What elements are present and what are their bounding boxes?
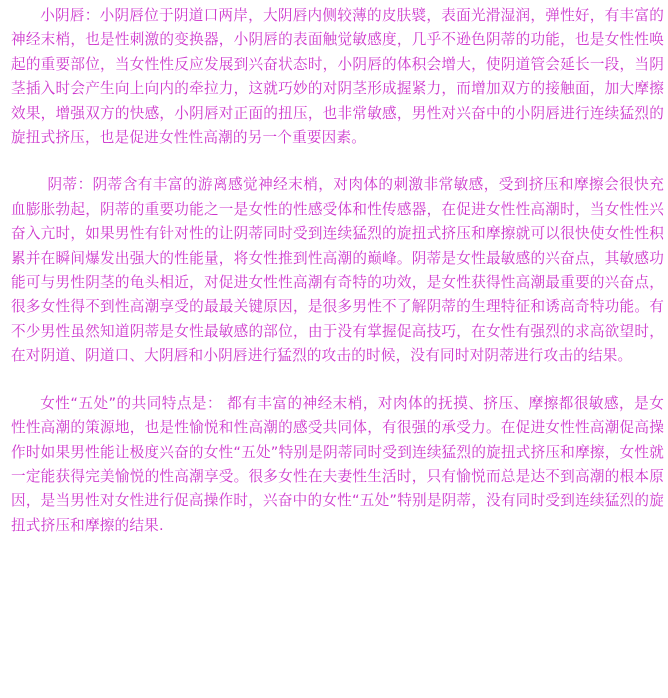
- paragraph-labia-minora: 小阴唇：小阴唇位于阴道口两岸，大阴唇内侧较薄的皮肤襞，表面光滑湿润，弹性好，有丰富的神经末梢，也是性刺激的变换器，小阴唇的表面触觉敏感度，几乎不逊色阴蒂的功能，也是女性性唤起的重要部位，当女性性反应发展到兴奋状态时，小阴唇的体积会增大，使阴道管会延长一段，当阴茎插入时会产生向上向内的牵拉力，这就巧妙的对阴茎形成握紧力，而增加双方的接触面，加大摩擦效果，增强双方的快感，小阴唇对正面的扭压，也非常敏感，男性对兴奋中的小阴唇进行连续猛烈的旋扭式挤压，也是促进女性性高潮的另一个重要因素。: [11, 7, 664, 147]
- paragraph-clitoris: 阴蒂：阴蒂含有丰富的游离感觉神经末梢，对肉体的刺激非常敏感，受到挤压和摩擦会很快充血膨胀勃起，阴蒂的重要功能之一是女性的性感受体和性传感器，在促进女性性高潮时，当女性性兴奋入亢时，如果男性有针对性的让阴蒂同时受到连续猛烈的旋扭式挤压和摩擦就可以很快使女性性积累并在瞬间爆发出强大的性能量，将女性推到性高潮的巅峰。阴蒂是女性最敏感的兴奋点，其敏感功能可与男性阴茎的龟头相近，对促进女性性高潮有奇特的功效，是女性获得性高潮最重要的兴奋点，很多女性得不到性高潮享受的最最关键原因，是很多男性不了解阴蒂的生理特征和诱高奇特功能。有不少男性虽然知道阴蒂是女性最敏感的部位，由于没有掌握促高技巧，在女性有强烈的求高欲望时，在对阴道、阴道口、大阴唇和小阴唇进行猛烈的攻击的时候，没有同时对阴蒂进行攻击的结果。: [11, 176, 664, 365]
- paragraph-five-areas: 女性“五处”的共同特点是： 都有丰富的神经末梢，对肉体的抚摸、挤压、摩擦都很敏感，是女性性高潮的策源地，也是性愉悦和性高潮的感受共同体，有很强的承受力。在促进女性性高潮促高操作时如果男性能让极度兴奋的女性“五处”特别是阴蒂同时受到连续猛烈的旋扭式挤压和摩擦，女性就一定能获得完美愉悦的性高潮享受。很多女性在夫妻性生活时，只有愉悦而总是达不到高潮的根本原因，是当男性对女性进行促高操作时，兴奋中的女性“五处”特别是阴蒂，没有同时受到连续猛烈的旋扭式挤压和摩擦的结果.: [11, 394, 664, 534]
